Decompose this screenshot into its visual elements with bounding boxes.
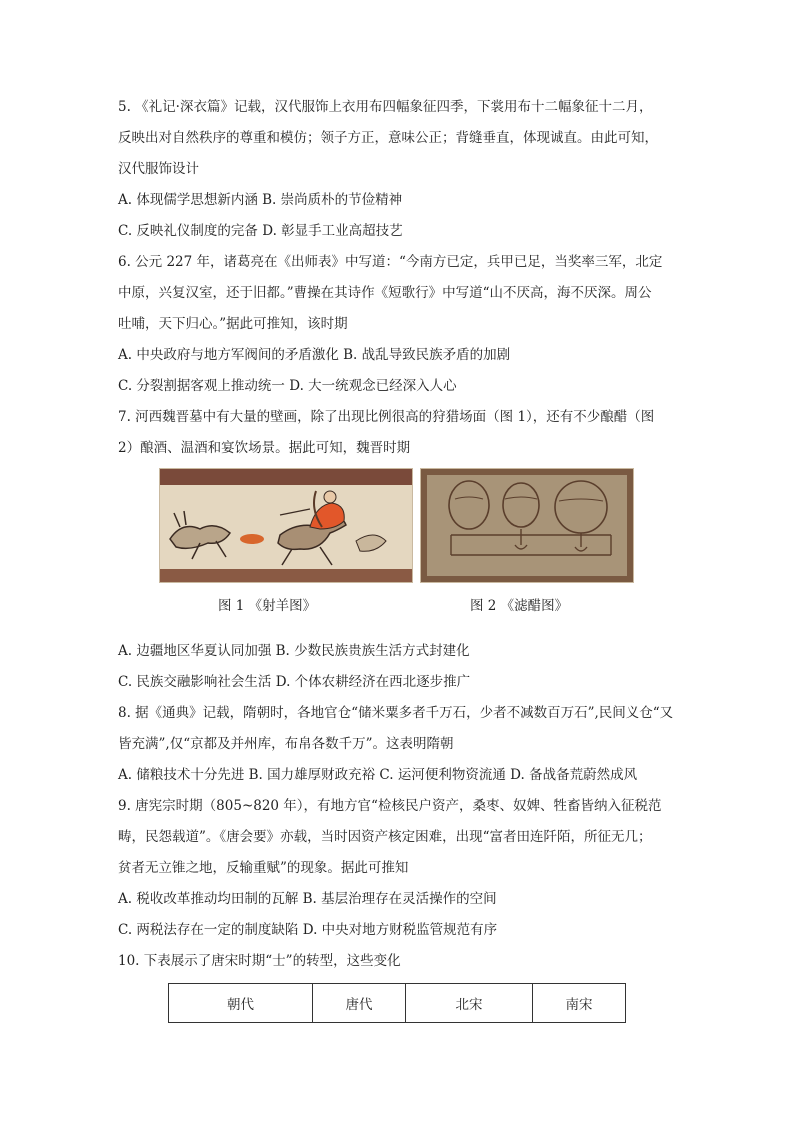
- table-header-row: [169, 984, 626, 1023]
- hunting-mural-image: [159, 468, 413, 583]
- question-text: 中原，兴复汉室，还于旧都。”曹操在其诗作《短歌行》中写道“山不厌高，海不厌深。周公: [118, 285, 652, 301]
- question-text: 反映出对自然秩序的尊重和模仿；领子方正，意味公正；背缝垂直，体现诚直。由此可知，: [118, 130, 658, 146]
- table-header-cell: 唐代: [313, 984, 406, 1023]
- figures-row: [118, 468, 688, 636]
- question-text: 7. 河西魏晋墓中有大量的壁画，除了出现比例很高的狩猎场面（图 1），还有不少酿醋（图: [118, 409, 655, 425]
- options-line: C. 民族交融影响社会生活 D. 个体农耕经济在西北逐步推广: [118, 674, 471, 690]
- question-7: [118, 402, 688, 698]
- question-text: 8. 据《通典》记载，隋朝时，各地官仓“储米粟多者千万石，少者不减数百万石”,民间义仓“又: [118, 705, 674, 721]
- figure-2-caption: 图 2 《滤醋图》: [470, 598, 569, 614]
- options-line: C. 两税法存在一定的制度缺陷 D. 中央对地方财税监管规范有序: [118, 922, 498, 938]
- options-line: C. 反映礼仪制度的完备 D. 彰显手工业高超技艺: [118, 223, 403, 239]
- question-9: [118, 791, 688, 946]
- table-header-cell: 南宋: [533, 984, 626, 1023]
- question-text: 畴，民怨载道”。《唐会要》亦载，当时因资产核定困难，出现“富者田连阡陌，所征无几；: [118, 829, 652, 845]
- options-line: A. 中央政府与地方军阀间的矛盾激化 B. 战乱导致民族矛盾的加剧: [118, 347, 511, 363]
- table-header-cell: 北宋: [406, 984, 533, 1023]
- question-text: 6. 公元 227 年，诸葛亮在《出师表》中写道：“今南方已定，兵甲已足，当奖率三军，北定: [118, 254, 663, 270]
- options-line: A. 税收改革推动均田制的瓦解 B. 基层治理存在灵活操作的空间: [118, 891, 497, 907]
- question-text: 9. 唐宪宗时期（805~820 年），有地方官“检核民户资产，桑枣、奴婢、牲畜皆纳入征税范: [118, 798, 662, 814]
- options-line: A. 储粮技术十分先进 B. 国力雄厚财政充裕 C. 运河便利物资流通 D. 备战备荒蔚然成风: [118, 767, 638, 783]
- question-10: [118, 946, 688, 1023]
- question-text: 汉代服饰设计: [118, 161, 199, 177]
- exam-page: [118, 92, 688, 1023]
- question-6: [118, 247, 688, 402]
- question-text: 吐哺，天下归心。”据此可推知，该时期: [118, 316, 348, 332]
- question-text: 5. 《礼记·深衣篇》记载，汉代服饰上衣用布四幅象征四季，下裳用布十二幅象征十二月，: [118, 99, 653, 115]
- options-line: A. 体现儒学思想新内涵 B. 崇尚质朴的节俭精神: [118, 192, 403, 208]
- options-line: C. 分裂割据客观上推动统一 D. 大一统观念已经深入人心: [118, 378, 457, 394]
- table-header-cell: 朝代: [169, 984, 313, 1023]
- question-text: 2）酿酒、温酒和宴饮场景。据此可知，魏晋时期: [118, 440, 411, 456]
- vinegar-mural-image: [420, 468, 634, 583]
- question-text: 10. 下表展示了唐宋时期“士”的转型，这些变化: [118, 953, 401, 969]
- question-8: [118, 698, 688, 791]
- options-line: A. 边疆地区华夏认同加强 B. 少数民族贵族生活方式封建化: [118, 643, 470, 659]
- question-text: 皆充满”,仅“京都及并州库，布帛各数千万”。这表明隋朝: [118, 736, 454, 752]
- question-text: 贫者无立锥之地，反输重赋”的现象。据此可推知: [118, 860, 409, 876]
- figure-1-caption: 图 1 《射羊图》: [218, 598, 317, 614]
- question-5: [118, 92, 688, 247]
- scholar-transition-table: [168, 983, 626, 1023]
